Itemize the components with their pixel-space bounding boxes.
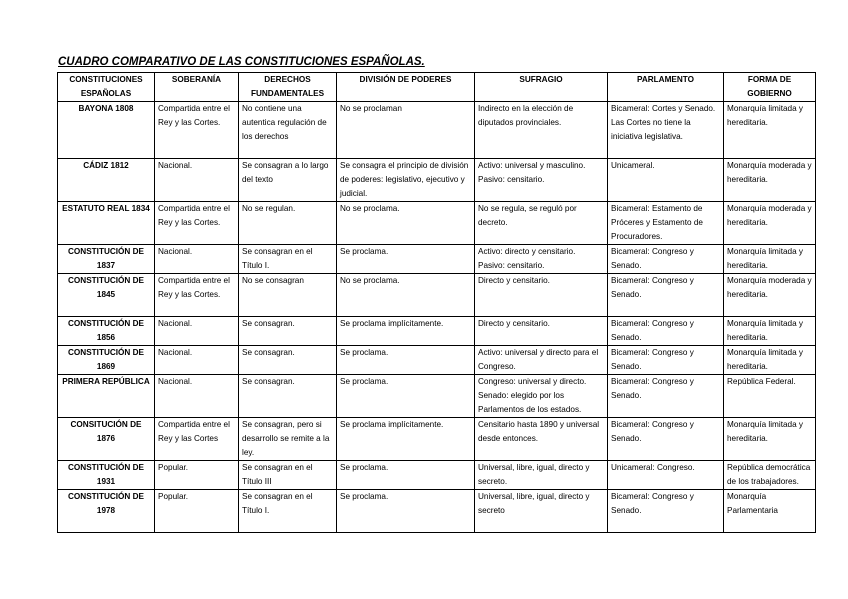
- table-row: [58, 159, 816, 202]
- column-header: DERECHOS FUNDAMENTALES: [239, 73, 337, 102]
- table-cell: Monarquía Parlamentaria: [724, 490, 816, 533]
- constitution-name-cell: CONSITUCIÓN DE 1876: [58, 418, 155, 461]
- table-cell: Universal, libre, igual, directo y secreto.: [475, 461, 608, 490]
- table-cell: Monarquía limitada y hereditaria.: [724, 102, 816, 159]
- column-header: SOBERANÍA: [155, 73, 239, 102]
- table-cell: República Federal.: [724, 375, 816, 418]
- table-cell: No se regula, se reguló por decreto.: [475, 202, 608, 245]
- table-cell: Congreso: universal y directo. Senado: elegido por los Parlamentos de los estados.: [475, 375, 608, 418]
- table-cell: Directo y censitario.: [475, 317, 608, 346]
- table-cell: Bicameral: Congreso y Senado.: [608, 375, 724, 418]
- table-cell: No se proclama.: [337, 202, 475, 245]
- table-row: [58, 461, 816, 490]
- table-cell: Nacional.: [155, 159, 239, 202]
- table-cell: No se regulan.: [239, 202, 337, 245]
- table-cell: Se consagran.: [239, 375, 337, 418]
- table-cell: Compartida entre el Rey y las Cortes: [155, 418, 239, 461]
- table-cell: Activo: universal y masculino. Pasivo: censitario.: [475, 159, 608, 202]
- table-cell: Bicameral: Congreso y Senado.: [608, 245, 724, 274]
- table-cell: República democrática de los trabajadores.: [724, 461, 816, 490]
- table-cell: Monarquía moderada y hereditaria.: [724, 202, 816, 245]
- constitution-name-cell: CONSTITUCIÓN DE 1978: [58, 490, 155, 533]
- table-cell: Bicameral: Congreso y Senado.: [608, 346, 724, 375]
- constitution-name-cell: CÁDIZ 1812: [58, 159, 155, 202]
- table-body: [58, 102, 816, 533]
- table-cell: Nacional.: [155, 317, 239, 346]
- constitution-name-cell: CONSTITUCIÓN DE 1856: [58, 317, 155, 346]
- table-cell: Bicameral: Congreso y Senado.: [608, 317, 724, 346]
- table-cell: Se consagran en el Título III: [239, 461, 337, 490]
- table-cell: No se consagran: [239, 274, 337, 317]
- table-cell: Monarquía limitada y hereditaria.: [724, 245, 816, 274]
- constitution-name-cell: CONSTITUCIÓN DE 1931: [58, 461, 155, 490]
- table-cell: Se proclama.: [337, 346, 475, 375]
- table-cell: Nacional.: [155, 375, 239, 418]
- constitution-name-cell: PRIMERA REPÚBLICA: [58, 375, 155, 418]
- table-row: [58, 346, 816, 375]
- table-cell: Monarquía limitada y hereditaria.: [724, 346, 816, 375]
- table-cell: Bicameral: Congreso y Senado.: [608, 418, 724, 461]
- table-cell: Activo: directo y censitario. Pasivo: censitario.: [475, 245, 608, 274]
- table-row: [58, 317, 816, 346]
- table-row: [58, 274, 816, 317]
- table-row: [58, 375, 816, 418]
- table-cell: Se consagran a lo largo del texto: [239, 159, 337, 202]
- column-header: SUFRAGIO: [475, 73, 608, 102]
- column-header: DIVISIÓN DE PODERES: [337, 73, 475, 102]
- table-cell: Bicameral: Cortes y Senado. Las Cortes no tiene la iniciativa legislativa.: [608, 102, 724, 159]
- table-cell: No se proclama.: [337, 274, 475, 317]
- column-header: FORMA DE GOBIERNO: [724, 73, 816, 102]
- table-cell: Se consagran en el Título I.: [239, 490, 337, 533]
- table-cell: Unicameral.: [608, 159, 724, 202]
- constitution-name-cell: CONSTITUCIÓN DE 1869: [58, 346, 155, 375]
- constitution-name-cell: ESTATUTO REAL 1834: [58, 202, 155, 245]
- table-cell: Nacional.: [155, 346, 239, 375]
- table-cell: Se consagran.: [239, 317, 337, 346]
- table-cell: Bicameral: Congreso y Senado.: [608, 490, 724, 533]
- table-cell: Compartida entre el Rey y las Cortes.: [155, 102, 239, 159]
- table-cell: Se proclama implícitamente.: [337, 317, 475, 346]
- table-cell: No contiene una autentica regulación de los derechos: [239, 102, 337, 159]
- table-cell: Activo: universal y directo para el Congreso.: [475, 346, 608, 375]
- column-header: CONSTITUCIONES ESPAÑOLAS: [58, 73, 155, 102]
- table-cell: Compartida entre el Rey y las Cortes.: [155, 202, 239, 245]
- table-cell: Monarquía limitada y hereditaria.: [724, 418, 816, 461]
- header-row: [58, 73, 816, 102]
- table-cell: Se proclama.: [337, 461, 475, 490]
- table-cell: Se proclama.: [337, 375, 475, 418]
- table-cell: Monarquía limitada y hereditaria.: [724, 317, 816, 346]
- table-cell: Directo y censitario.: [475, 274, 608, 317]
- table-row: [58, 245, 816, 274]
- table-cell: Se consagran, pero si desarrollo se remite a la ley.: [239, 418, 337, 461]
- table-row: [58, 490, 816, 533]
- table-row: [58, 418, 816, 461]
- table-cell: Popular.: [155, 490, 239, 533]
- table-cell: Se proclama implícitamente.: [337, 418, 475, 461]
- column-header: PARLAMENTO: [608, 73, 724, 102]
- table-cell: Se consagra el principio de división de poderes: legislativo, ejecutivo y judicial.: [337, 159, 475, 202]
- document-title: CUADRO COMPARATIVO DE LAS CONSTITUCIONES ESPAÑOLAS.: [58, 56, 425, 68]
- table-cell: Monarquía moderada y hereditaria.: [724, 274, 816, 317]
- table-cell: Unicameral: Congreso.: [608, 461, 724, 490]
- table-cell: Bicameral: Congreso y Senado.: [608, 274, 724, 317]
- constitution-name-cell: CONSTITUCIÓN DE 1845: [58, 274, 155, 317]
- table-cell: Nacional.: [155, 245, 239, 274]
- table-cell: Monarquía moderada y hereditaria.: [724, 159, 816, 202]
- comparison-table: [57, 72, 816, 533]
- table-cell: No se proclaman: [337, 102, 475, 159]
- constitution-name-cell: BAYONA 1808: [58, 102, 155, 159]
- table-cell: Indirecto en la elección de diputados provinciales.: [475, 102, 608, 159]
- table-cell: Se proclama.: [337, 490, 475, 533]
- table-cell: Se proclama.: [337, 245, 475, 274]
- table-cell: Censitario hasta 1890 y universal desde entonces.: [475, 418, 608, 461]
- table-row: [58, 202, 816, 245]
- table-cell: Se consagran en el Título I.: [239, 245, 337, 274]
- table-row: [58, 102, 816, 159]
- table-cell: Compartida entre el Rey y las Cortes.: [155, 274, 239, 317]
- table-cell: Se consagran.: [239, 346, 337, 375]
- table-cell: Popular.: [155, 461, 239, 490]
- table-cell: Universal, libre, igual, directo y secreto: [475, 490, 608, 533]
- table-cell: Bicameral: Estamento de Próceres y Estamento de Procuradores.: [608, 202, 724, 245]
- constitution-name-cell: CONSTITUCIÓN DE 1837: [58, 245, 155, 274]
